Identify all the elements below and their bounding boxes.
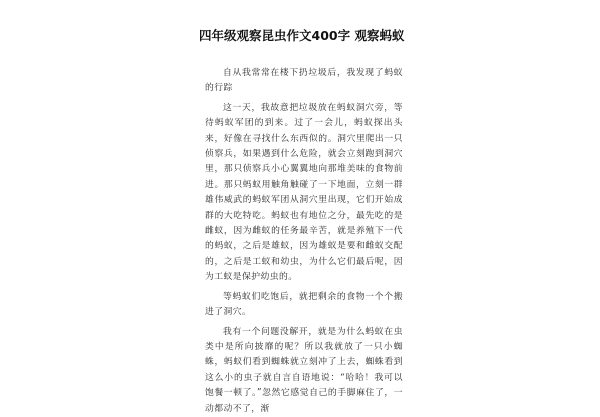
paragraph-3: 等蚂蚁们吃饱后，就把剩余的食物一个个搬进了洞穴。 bbox=[205, 291, 403, 318]
paragraph-4: 我有一个问题没解开，就是为什么蚂蚁在虫类中是所向披靡的呢？所以我就放了一只小蜘蛛，蚂蚁们看到蜘蛛就立刻冲了上去，蜘蛛看到这么小的虫子就自言自语地说：“哈哈！我可以饱餐一顿了。”忽然它感觉自己的手脚麻住了，一动都动不了，渐 bbox=[205, 326, 403, 414]
essay-title: 四年级观察昆虫作文400字 观察蚂蚁 bbox=[199, 28, 405, 43]
paragraph-2: 这一天，我故意把垃圾放在蚂蚁洞穴旁，等待蚂蚁军团的到来。过了一会儿，蚂蚁探出头来，好像在寻找什么东西似的。洞穴里爬出一只侦察兵，如果遇到什么危险，就会立刻跑到洞穴里，那只侦察兵小心翼翼地向那堆美味的食物前进。那只蚂蚁用触角触碰了一下地面，立刻一群雄伟威武的蚂蚁军团从洞穴里出现，它们开始成群的大吃特吃。蚂蚁也有地位之分，最先吃的是雌蚁，因为雌蚁的任务最辛苦，就是养殖下一代的蚂蚁，之后是雄蚁，因为雄蚁是要和雌蚁交配的，之后是工蚁和幼虫，为什么它们最后呢，因为工蚁是保护幼虫的。 bbox=[205, 102, 403, 283]
essay-page bbox=[199, 28, 405, 414]
paragraph-1: 自从我常常在楼下扔垃圾后，我发现了蚂蚁的行踪 bbox=[205, 68, 403, 94]
essay-body bbox=[205, 66, 403, 417]
